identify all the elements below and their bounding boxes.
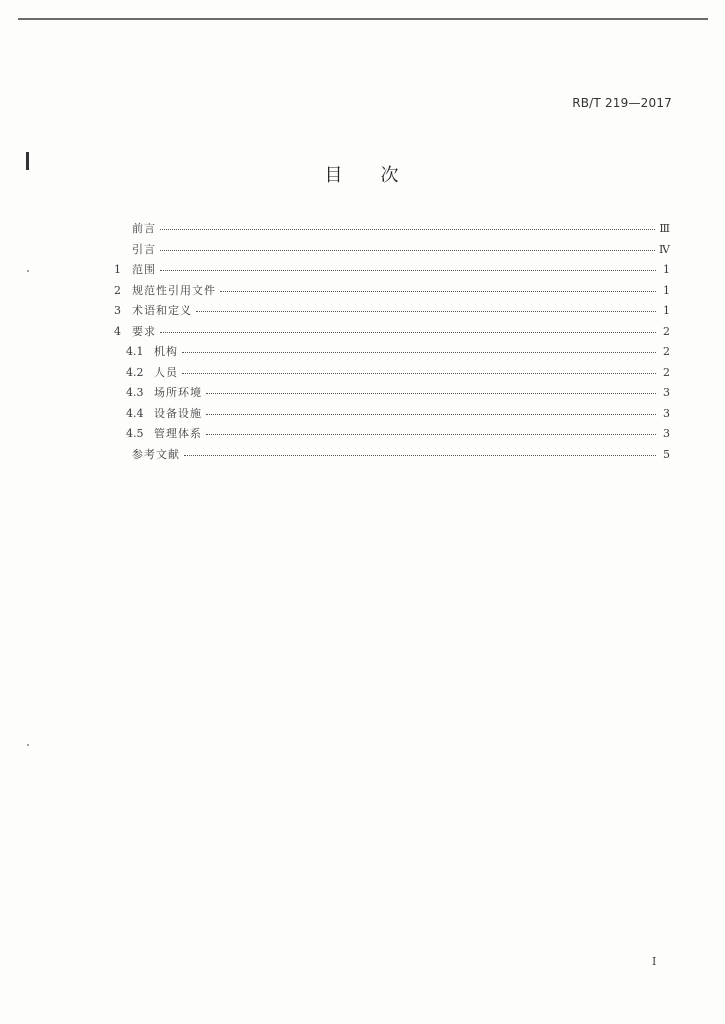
dot-leader: [182, 372, 656, 374]
toc-title: [0, 161, 725, 187]
page-number: I: [652, 955, 657, 968]
toc-entry-number: 4.3: [126, 386, 144, 399]
toc-entry-number: 4.1: [126, 345, 144, 358]
toc-entry-premises-environment[interactable]: [114, 384, 670, 405]
toc-entry-page: Ⅳ: [659, 242, 670, 256]
toc-entry-title: 引言: [132, 242, 156, 256]
toc-entry-normative-references[interactable]: [114, 282, 670, 303]
toc-entry-requirements[interactable]: [114, 323, 670, 344]
scan-speck: [27, 744, 29, 746]
toc-entry-title: 规范性引用文件: [132, 283, 216, 297]
toc-entry-terms-definitions[interactable]: [114, 302, 670, 323]
standard-code: RB/T 219—2017: [572, 96, 672, 110]
dot-leader: [206, 433, 656, 435]
toc-entry-page: 2: [663, 324, 670, 338]
toc-entry-number: 3: [114, 304, 121, 317]
dot-leader: [220, 290, 656, 292]
toc-entry-personnel[interactable]: [114, 364, 670, 385]
dot-leader: [196, 310, 656, 312]
toc-entry-number: 4.5: [126, 427, 144, 440]
table-of-contents: [114, 220, 670, 466]
top-rule: [18, 18, 708, 20]
dot-leader: [182, 351, 656, 353]
toc-entry-page: 1: [663, 263, 670, 276]
dot-leader: [160, 331, 656, 333]
dot-leader: [160, 228, 655, 230]
toc-entry-page: 2: [663, 365, 670, 379]
scan-speck: [27, 270, 29, 272]
toc-entry-page: 5: [663, 447, 670, 461]
toc-entry-title: 要求: [132, 324, 156, 338]
toc-title-right: 次: [380, 165, 401, 186]
toc-entry-page: Ⅲ: [659, 222, 670, 235]
toc-entry-scope[interactable]: [114, 261, 670, 282]
toc-entry-title: 人员: [154, 365, 178, 379]
toc-entry-management-system[interactable]: [114, 425, 670, 446]
toc-entry-title: 参考文献: [132, 447, 180, 461]
toc-entry-page: 3: [663, 427, 670, 440]
toc-entry-title: 范围: [132, 263, 156, 276]
toc-entry-title: 设备设施: [154, 406, 202, 420]
toc-entry-title: 管理体系: [154, 427, 202, 440]
toc-entry-page: 2: [663, 345, 670, 358]
toc-entry-number: 4.4: [126, 406, 144, 420]
toc-entry-page: 1: [663, 283, 670, 297]
toc-entry-foreword[interactable]: [114, 220, 670, 241]
toc-entry-page: 1: [663, 304, 670, 317]
toc-entry-number: 4.2: [126, 365, 144, 379]
toc-entry-introduction[interactable]: [114, 241, 670, 262]
toc-entry-equipment-facilities[interactable]: [114, 405, 670, 426]
toc-entry-number: 1: [114, 263, 121, 276]
toc-entry-organization[interactable]: [114, 343, 670, 364]
dot-leader: [160, 249, 655, 251]
dot-leader: [184, 454, 656, 456]
dot-leader: [206, 392, 656, 394]
dot-leader: [206, 413, 656, 415]
toc-entry-title: 术语和定义: [132, 304, 192, 317]
toc-entry-bibliography[interactable]: [114, 446, 670, 467]
dot-leader: [160, 269, 656, 271]
toc-title-left: 目: [324, 165, 345, 186]
toc-entry-title: 机构: [154, 345, 178, 358]
toc-entry-number: 4: [114, 324, 121, 338]
toc-entry-title: 场所环境: [154, 386, 202, 399]
toc-entry-number: 2: [114, 283, 121, 297]
toc-entry-page: 3: [663, 386, 670, 399]
toc-entry-page: 3: [663, 406, 670, 420]
toc-entry-title: 前言: [132, 222, 156, 235]
